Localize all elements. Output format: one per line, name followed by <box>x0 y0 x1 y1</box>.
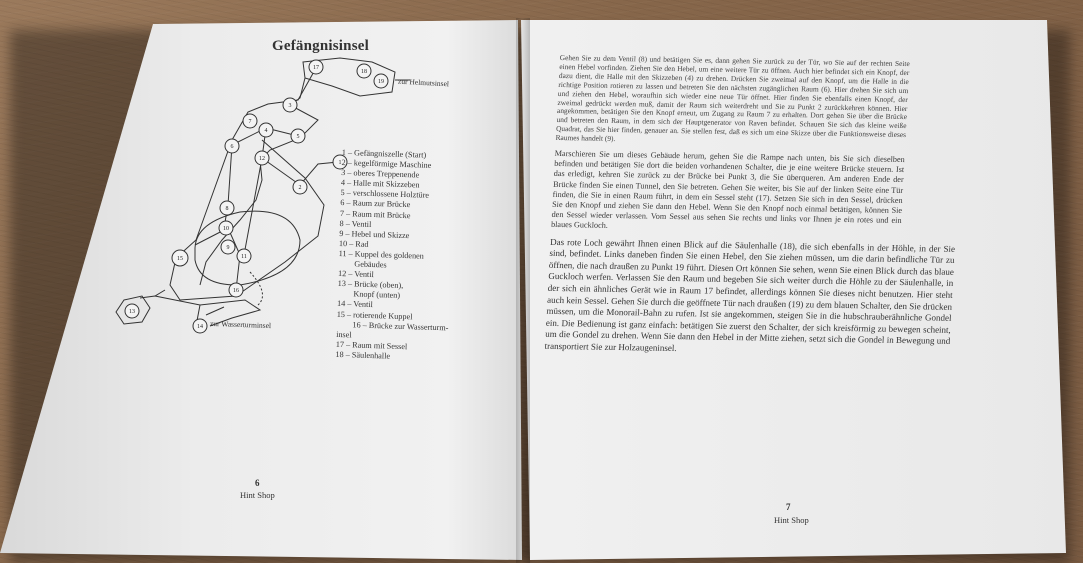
paragraph: Marschieren Sie um dieses Gebäude herum, gehen Sie die Rampe nach unten, bis Sie sich dieselben befinden und betätigen Sie dort die beiden vorhandenen Schalter, die je eine weitere Brücke steuern. Ist das erledigt, kehren Sie zurück zu der Brücke bei Punkt 3, die Sie überqueren. Am anderen Ende der Brücke finden Sie einen Tunnel, den Sie betreten. Gehen Sie weiter, bis Sie auf der linken Seite eine Tür finden, die Sie in einen Raum führt, in dem ein Sessel steht (17). Setzen Sie sich in den Sessel, drücken Sie den Knopf und ziehen Sie dann den Hebel. Wenn Sie den Knopf noch einmal betätigen, können Sie den Sessel wieder verlassen. Vom Sessel aus sehen Sie rechts und links vor Ihnen je ein rotes und ein blaues Guckloch. <box>550 148 905 231</box>
right-page-footer: Hint Shop <box>774 515 809 525</box>
map-node-label: 10 <box>223 226 229 232</box>
paragraph: Gehen Sie zu dem Ventil (8) und betätigen Sie es, dann gehen Sie zurück zu der Tür, wo Sie auf der rechten Seite einen Hebel vorfinden. Ziehen Sie den Hebel, um eine weitere Tür zu öffnen. Auch hier befindet sich ein Knopf, der dazu dient, die Halle mit den Skizzeben (4) zu drehen. Drücken Sie zweimal auf den Knopf, um die Halle in die richtige Position rotieren zu lassen und betreten Sie den nächsten zugänglichen Raum (6). Hier drehen Sie sich um und ziehen den Hebel, woraufhin sich wieder eine neue Tür öffnet. Hier finden Sie ebenfalls einen Knopf, der zweimal gedrückt werden muß, damit der Raum sich weiterdreht und Sie zu Punkt 2 zurückkehren können. Hier angekommen, betätigen Sie den Knopf erneut, um Zugang zu Raum 7 zu erhalten. Dort gehen Sie über die Brücke und betreten den Raum, in dem sich der Hauptgenerator von Raven befindet. Schauen Sie sich das kleine weiße Quadrat, das Sie hier finden, genauer an. Sie stellen fest, daß es sich um eine Skizze über die Funktionsweise dieses Raumes handelt (9). <box>555 53 910 144</box>
legend-item: 15 – rotierende Kuppel <box>336 309 413 321</box>
right-page-number: 7 <box>786 502 791 512</box>
map-node-label: 15 <box>177 256 183 262</box>
legend-item: 3 – oberes Treppenende <box>341 168 420 180</box>
page-title: Gefängnisinsel <box>272 38 369 54</box>
map-node-label: 6 <box>230 144 234 150</box>
map-node-label: 19 <box>378 79 384 85</box>
map-node-label: 3 <box>288 103 292 109</box>
map-label-wasser: zur Wasserturminsel <box>209 318 272 331</box>
legend-item: 11 – Kuppel des goldenen <box>338 248 424 261</box>
map-node-label: 8 <box>225 206 229 212</box>
legend-item: 2 – kegelförmige Maschine <box>341 158 432 170</box>
map-path <box>195 228 240 290</box>
legend-item: 18 – Säulenhalle <box>335 349 391 361</box>
map-path <box>195 211 300 285</box>
legend-item: Knopf (unten) <box>353 289 401 301</box>
map-node-label: 12 <box>259 156 265 162</box>
map-node-label: 9 <box>226 245 230 251</box>
legend-item: 7 – Raum mit Brücke <box>339 208 411 220</box>
left-page-footer: Hint Shop <box>240 490 275 500</box>
paragraph: Das rote Loch gewährt Ihnen einen Blick auf die Säulenhalle (18), die sich ebenfalls in der Höhle, in der Sie sind, befindet. Links daneben finden Sie einen Hebel, den Sie ziehen müssen, um die darin befindliche Tür zu öffnen, die nach draußen zu Punkt 19 führt. Diesen Ort können Sie sehen, wenn Sie einen Blick durch das blaue Guckloch werfen. Verlassen Sie den Raum und begeben Sie sich weiter durch die Höhle zu der Säulenhalle, in der sich ein ähnliches Gerät wie in Raum 17 befindet, allerdings können Sie dieses nicht benutzen. Hier steht auch kein Sessel. Gehen Sie durch die geöffnete Tür nach draußen (19) zu dem blauen Schalter, den Sie drücken müssen, um die Monorail-Bahn zu rufen. Ist sie angekommen, steigen Sie in die hubschrauberähnliche Gondel ein. Die Bedienung ist ganz einfach: betätigen Sie zuerst den Schalter, der sich kreisförmig zu bewegen scheint, um die Gondel zu drehen. Wenn Sie dann den Hebel in der Mitte ziehen, setzt sich die Gondel in Bewegung und transportiert Sie zur Holzaugeninsel. <box>544 236 956 354</box>
legend-item: 6 – Raum zur Brücke <box>340 198 411 210</box>
map-path <box>250 272 263 305</box>
map-node-label: 14 <box>197 324 203 330</box>
map-node-label: 7 <box>248 119 252 125</box>
left-page-number: 6 <box>255 478 260 488</box>
legend-item: Gebäudes <box>354 259 387 270</box>
map-label-helmut: zur Helmutsinsel <box>397 76 450 89</box>
map-node-label: 5 <box>296 134 300 140</box>
legend-item: 5 – verschlossene Holztüre <box>340 188 430 201</box>
map-node-label: 18 <box>361 69 367 75</box>
legend-item: 10 – Rad <box>338 238 369 249</box>
map-node-label: 11 <box>241 254 247 260</box>
legend-item: 16 – Brücke zur Wasserturm- <box>352 320 449 333</box>
right-page-text <box>544 53 956 365</box>
map-node-label: 1 <box>338 160 342 166</box>
legend-item: 8 – Ventil <box>339 218 372 229</box>
legend-item: 13 – Brücke (oben), <box>337 279 404 291</box>
legend-item: 12 – Ventil <box>337 269 374 280</box>
map-node-label: 17 <box>313 65 319 71</box>
legend-item: insel <box>336 329 352 340</box>
map-node-label: 2 <box>298 185 302 191</box>
legend-item: 14 – Ventil <box>336 299 374 310</box>
map-node-label: 16 <box>233 288 239 294</box>
legend-item: 17 – Raum mit Sessel <box>335 339 408 351</box>
legend-item: 1 – Gefängniszelle (Start) <box>341 148 427 160</box>
legend-item: 4 – Halle mit Skizzeben <box>340 178 420 190</box>
map-node-label: 4 <box>264 128 268 134</box>
map-node-label: 13 <box>129 309 135 315</box>
map-legend <box>335 148 492 365</box>
legend-item: 9 – Hebel und Skizze <box>339 228 410 240</box>
